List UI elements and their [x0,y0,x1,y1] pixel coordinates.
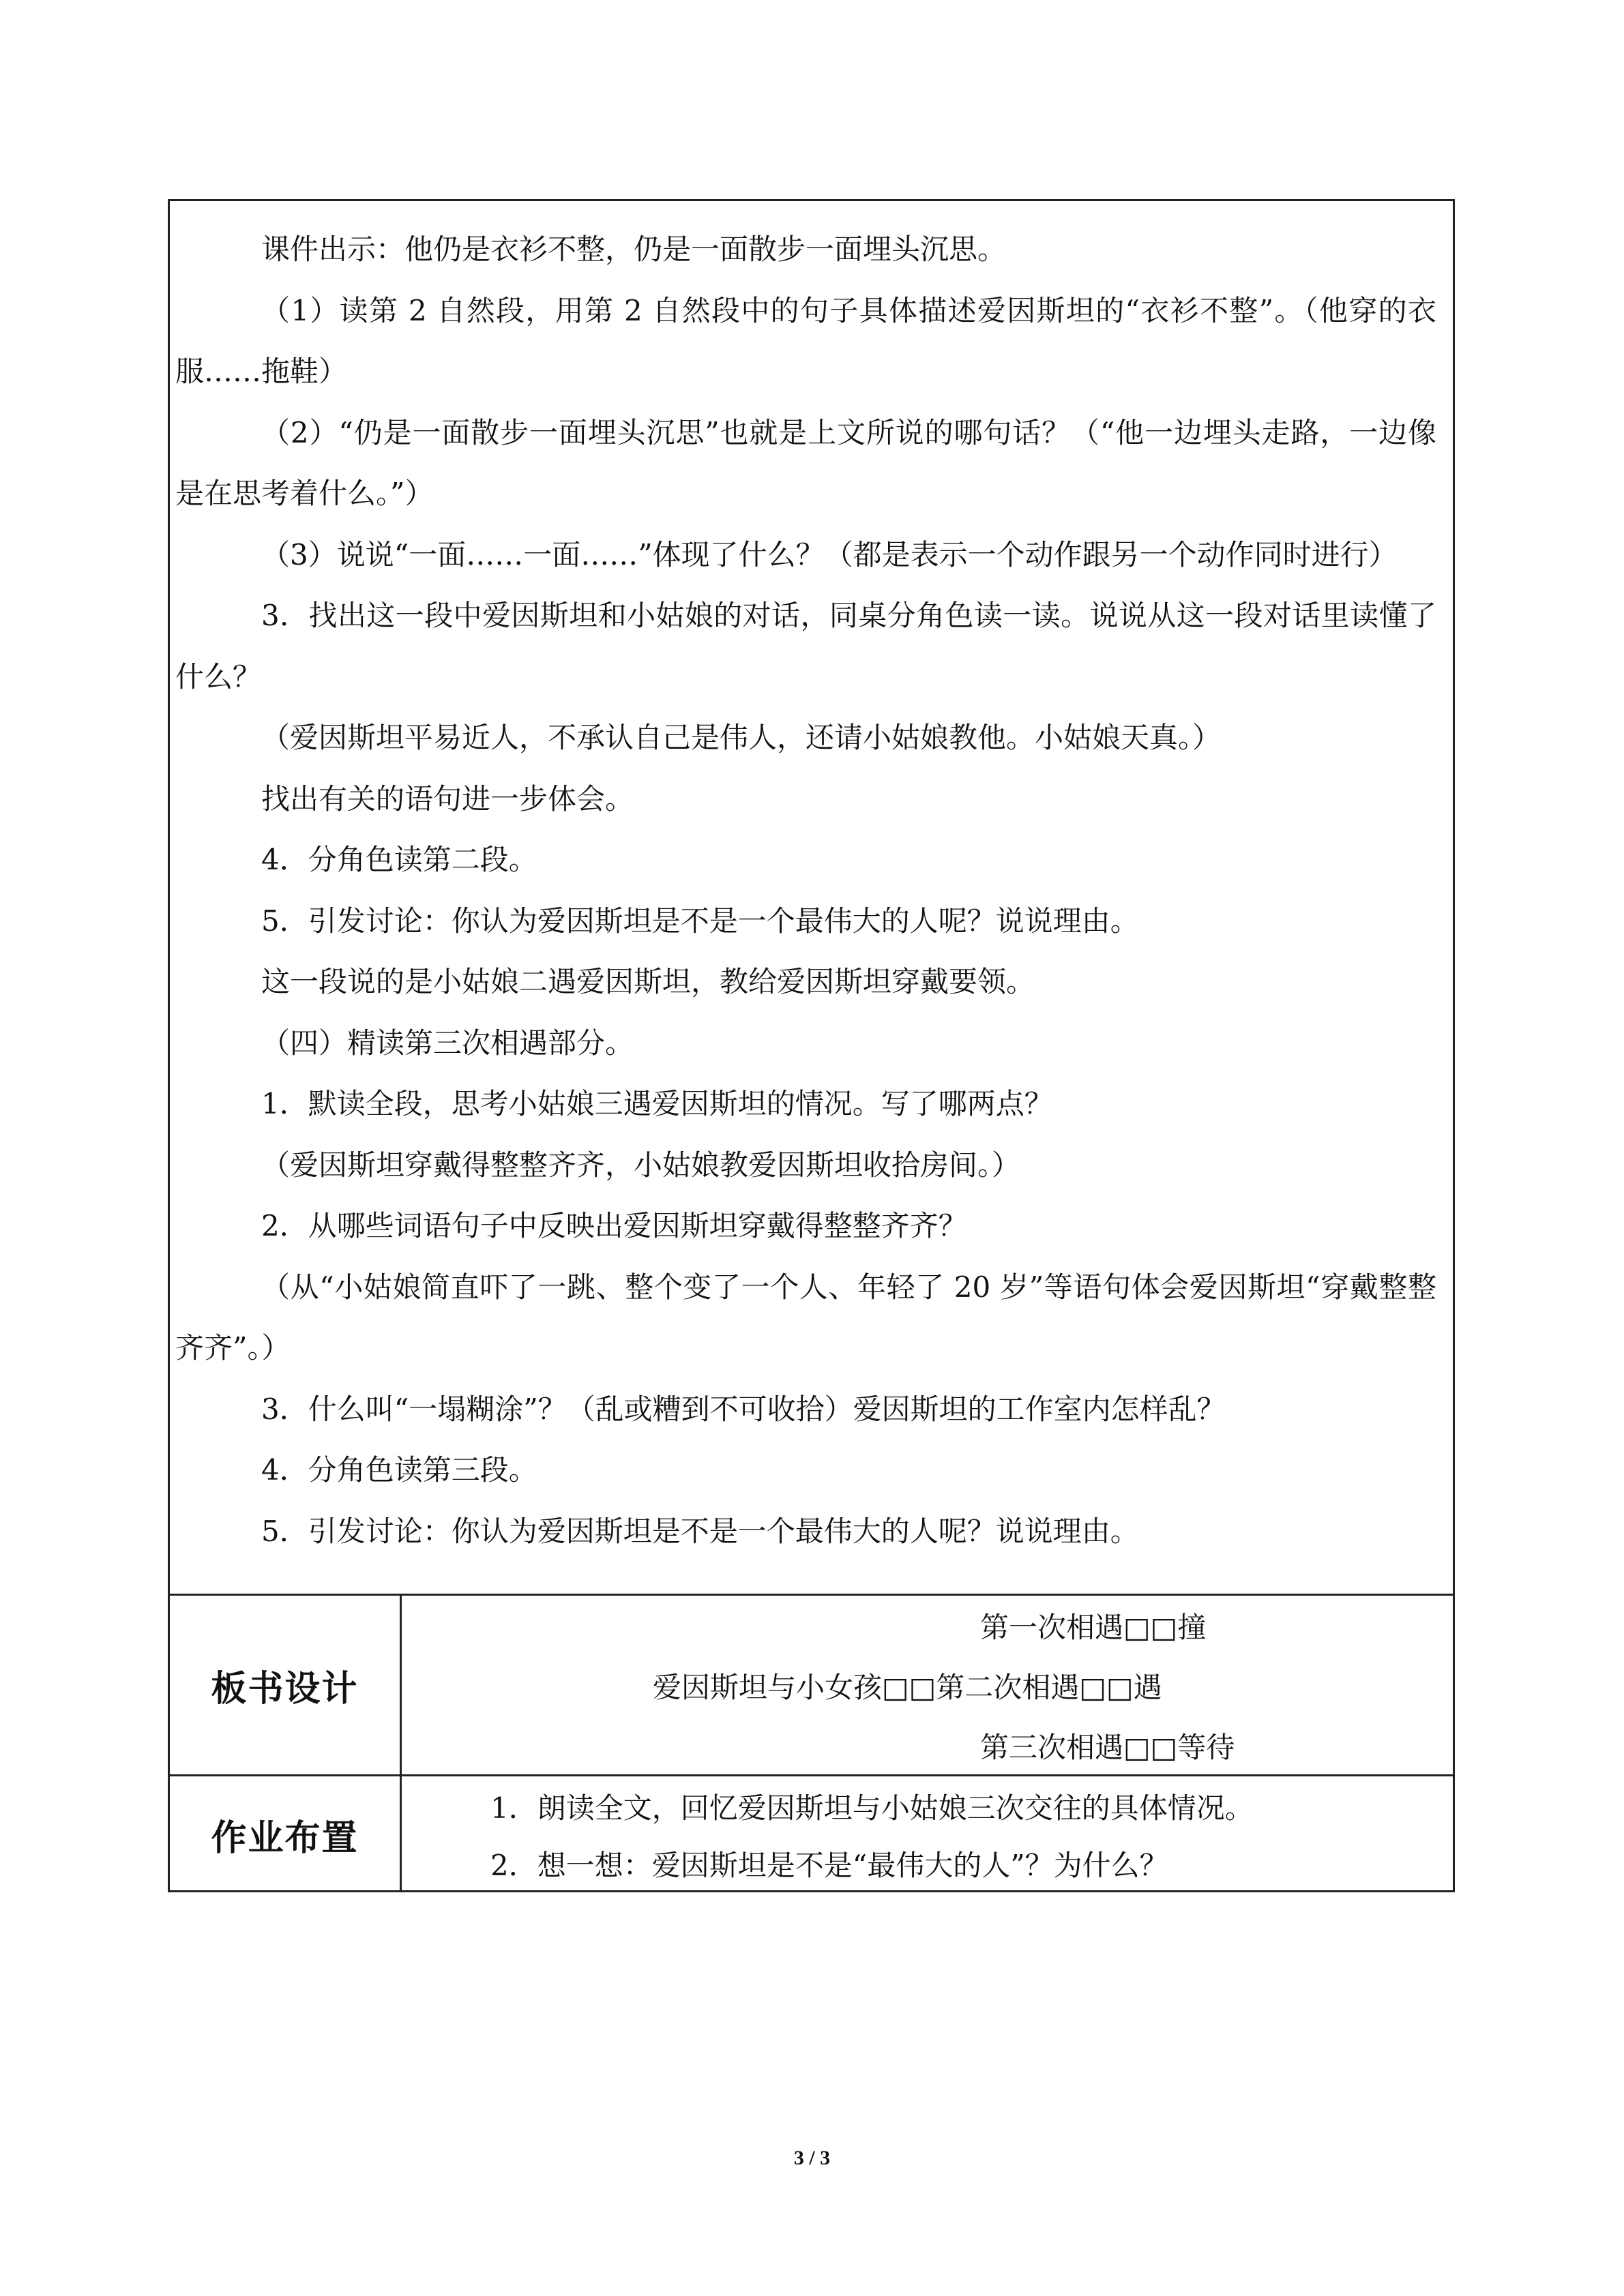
paragraph: 2．从哪些词语句子中反映出爱因斯坦穿戴得整整齐齐？ [261,1209,967,1242]
homework-label: 作业布置 [211,1817,359,1859]
paragraph: 这一段说的是小姑娘二遇爱因斯坦，教给爱因斯坦穿戴要领。 [261,965,1035,998]
page-number: 3 / 3 [793,2147,831,2169]
homework-item: 2．想一想：爱因斯坦是不是“最伟大的人”？为什么？ [490,1849,1168,1882]
paragraph: 3．找出这一段中爱因斯坦和小姑娘的对话，同桌分角色读一读。说说从这一段对话里读懂了什么？ [175,599,1436,694]
paragraph: 课件出示：他仍是衣衫不整，仍是一面散步一面埋头沉思。 [261,233,1007,266]
paragraph: 4．分角色读第二段。 [261,843,537,876]
homework-label-cell [170,1776,402,1892]
teaching-process-cell [170,201,1453,1596]
homework-item: 1．朗读全文，回忆爱因斯坦与小姑娘三次交往的具体情况。 [490,1791,1254,1825]
paragraph: 5．引发讨论：你认为爱因斯坦是不是一个最伟大的人呢？说说理由。 [261,1514,1139,1548]
homework-row [170,1776,1453,1892]
paragraph: （爱因斯坦平易近人，不承认自己是伟人，还请小姑娘教他。小姑娘天真。） [261,721,1222,754]
paragraph: 4．分角色读第三段。 [261,1453,537,1487]
board-design-row [170,1596,1453,1776]
board-line-first-meeting: 第一次相遇□□撞 [980,1611,1207,1644]
board-design-content [402,1596,1453,1774]
paragraph: 5．引发讨论：你认为爱因斯坦是不是一个最伟大的人呢？说说理由。 [261,904,1139,938]
paragraph: （1）读第 2 自然段，用第 2 自然段中的句子具体描述爱因斯坦的“衣衫不整”。（他穿的衣服……拖鞋） [175,293,1436,388]
paragraph: （2）“仍是一面散步一面埋头沉思”也就是上文所说的哪句话？（“他一边埋头走路，一边像是在思考着什么。”） [175,415,1436,510]
homework-content [402,1776,1453,1892]
paragraph: （3）说说“一面……一面……”体现了什么？（都是表示一个动作跟另一个动作同时进行） [261,537,1398,571]
board-design-label: 板书设计 [211,1668,359,1710]
paragraph: （从“小姑娘简直吓了一跳、整个变了一个人、年轻了 20 岁”等语句体会爱因斯坦“穿戴整整齐齐”。） [175,1270,1436,1365]
paragraph: （四）精读第三次相遇部分。 [261,1026,634,1060]
paragraph: 3．什么叫“一塌糊涂”？（乱或糟到不可收拾）爱因斯坦的工作室内怎样乱？ [261,1392,1226,1426]
paragraph: 1．默读全段，思考小姑娘三遇爱因斯坦的情况。写了哪两点？ [261,1087,1053,1120]
paragraph: （爱因斯坦穿戴得整整齐齐，小姑娘教爱因斯坦收拾房间。） [261,1148,1021,1182]
teaching-process-text [170,219,1453,1562]
board-design-label-cell [170,1596,402,1774]
lesson-table [168,199,1455,1892]
paragraph: 找出有关的语句进一步体会。 [261,781,634,816]
board-line-second-meeting: 爱因斯坦与小女孩□□第二次相遇□□遇 [653,1671,1162,1704]
board-line-third-meeting: 第三次相遇□□等待 [980,1731,1235,1764]
